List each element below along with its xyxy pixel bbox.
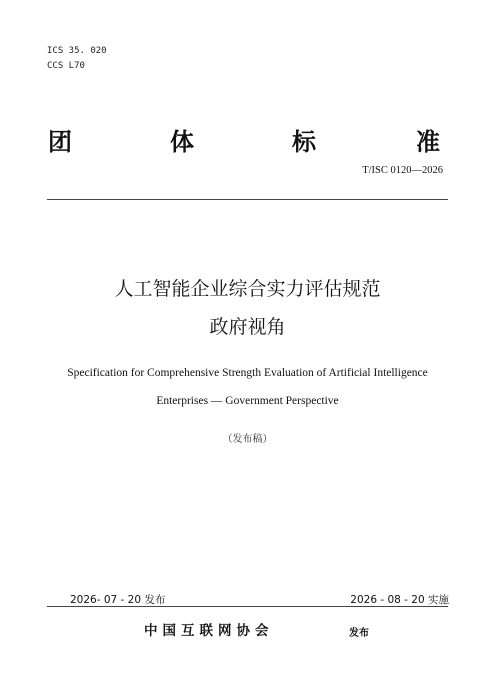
ccs-code: CCS L70: [47, 61, 85, 71]
header-rule: [47, 199, 448, 200]
standard-number: T/ISC 0120—2026: [362, 165, 443, 176]
footer-rule: [47, 606, 448, 607]
implement-date: 2026 - 08 - 20 实施: [350, 594, 449, 606]
standard-type-char-3: 标: [292, 128, 316, 156]
issuing-organization: 中国互联网协会: [144, 623, 274, 639]
standard-type-char-2: 体: [170, 128, 194, 156]
chinese-title-line-1: 人工智能企业综合实力评估规范: [114, 278, 381, 300]
english-title-line-1: Specification for Comprehensive Strength Evaluation of Artificial Intelligence: [67, 367, 428, 379]
publish-date: 2026- 07 - 20 发布: [70, 594, 166, 606]
draft-status: （发布稿）: [222, 434, 273, 445]
standard-type-char-1: 团: [48, 128, 72, 156]
chinese-title-line-2: 政府视角: [209, 316, 286, 338]
ics-code: ICS 35. 020: [47, 46, 107, 56]
standard-type-char-4: 准: [416, 128, 440, 156]
english-title-line-2: Enterprises — Government Perspective: [156, 395, 339, 407]
issue-label: 发布: [349, 628, 369, 639]
